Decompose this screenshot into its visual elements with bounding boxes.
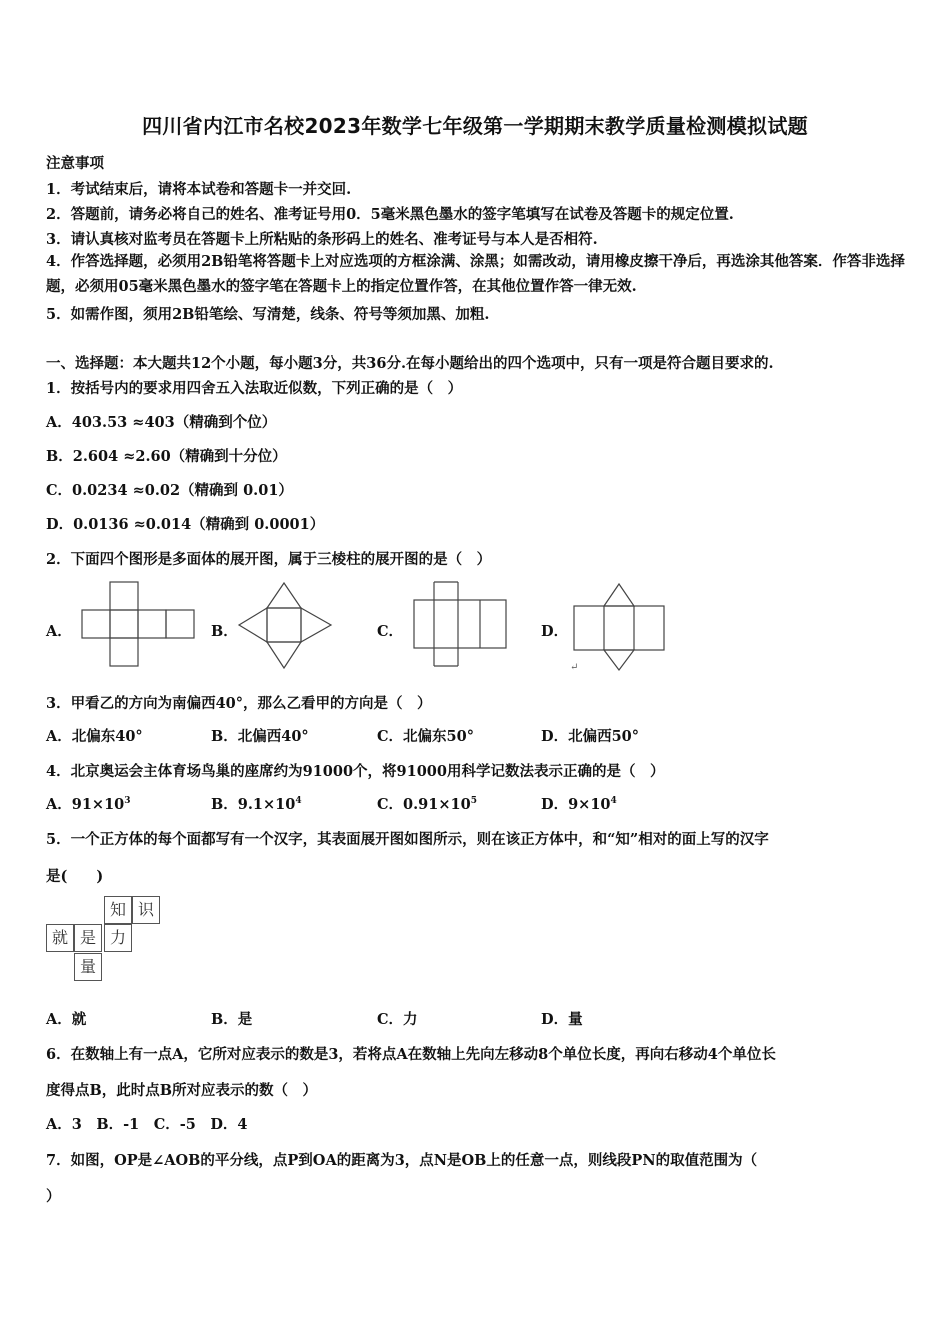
question-5-option-b: B．是 — [211, 1011, 253, 1028]
question-2-label-a: A． — [46, 623, 72, 640]
notice-heading: 注意事项 — [46, 155, 104, 172]
page-title: 四川省内江市名校2023年数学七年级第一学期期末教学质量检测模拟试题 — [142, 114, 808, 138]
notice-item: 5．如需作图，须用2B铅笔绘、写清楚，线条、符号等须加黑、加粗. — [46, 306, 490, 323]
question-6-stem: 6．在数轴上有一点A，它所对应表示的数是3，若将点A在数轴上先向左移动8个单位长度，再向右移动4个单位长 — [46, 1046, 776, 1063]
question-4-option-d — [541, 793, 617, 814]
question-3-option-d: D．北偏西50° — [541, 728, 640, 745]
exponent: 4 — [295, 796, 302, 807]
notice-item: 1．考试结束后，请将本试卷和答题卡一并交回. — [46, 181, 352, 198]
net-cell: 知 — [104, 896, 132, 924]
question-2-label-d: D． — [541, 623, 569, 640]
question-4-option-c — [377, 793, 477, 814]
question-4-option-a — [46, 793, 131, 814]
question-1-stem: 1．按括号内的要求用四舍五入法取近似数，下列正确的是（ ） — [46, 380, 463, 397]
question-1-option-c: C．0.0234 ≈0.02（精确到 0.01） — [46, 482, 293, 499]
option-text: C．0.91×10 — [377, 796, 471, 813]
net-cell: 就 — [46, 924, 74, 952]
question-5-stem-cont: 是( ) — [46, 868, 104, 885]
exponent: 3 — [124, 796, 131, 807]
exponent: 5 — [470, 796, 477, 807]
question-3-option-c: C．北偏东50° — [377, 728, 474, 745]
net-cell: 力 — [104, 924, 132, 952]
cube-net — [46, 896, 164, 984]
option-text: A．91×10 — [46, 796, 125, 813]
net-cell: 是 — [74, 924, 102, 952]
exponent: 4 — [610, 796, 617, 807]
question-1-option-b: B．2.604 ≈2.60（精确到十分位） — [46, 448, 287, 465]
question-5-stem: 5．一个正方体的每个面都写有一个汉字，其表面展开图如图所示，则在该正方体中，和“知”相对的面上写的汉字 — [46, 831, 769, 848]
notice-item: 3．请认真核对监考员在答题卡上所粘贴的条形码上的姓名、准考证号与本人是否相符. — [46, 231, 598, 248]
question-1-option-a: A．403.53 ≈403（精确到个位） — [46, 414, 277, 431]
option-text: B．9.1×10 — [211, 796, 296, 813]
question-3-option-a: A．北偏东40° — [46, 728, 143, 745]
question-2-label-c: C． — [377, 623, 404, 640]
question-7-stem: 7．如图，OP是∠AOB的平分线，点P到OA的距离为3，点N是OB上的任意一点，则线段PN的取值范围为（ — [46, 1152, 758, 1169]
question-2-figure-a — [80, 580, 196, 670]
question-5-option-d: D．量 — [541, 1011, 583, 1028]
question-1-option-d: D．0.0136 ≈0.014（精确到 0.0001） — [46, 516, 325, 533]
question-5-option-a: A．就 — [46, 1011, 87, 1028]
section-heading: 一、选择题：本大题共12个小题，每小题3分，共36分.在每小题给出的四个选项中，只有一项是符合题目要求的. — [46, 355, 774, 372]
question-2-figure-b — [237, 580, 333, 672]
net-cell: 量 — [74, 953, 102, 981]
notice-item: 2．答题前，请务必将自己的姓名、准考证号用0．5毫米黑色墨水的签字笔填写在试卷及答题卡的规定位置. — [46, 206, 734, 223]
question-6-stem-cont: 度得点B，此时点B所对应表示的数（ ） — [46, 1082, 318, 1099]
question-7-stem-cont: ） — [46, 1188, 61, 1205]
question-2-figure-c — [412, 580, 508, 670]
question-3-option-b: B．北偏西40° — [211, 728, 309, 745]
option-text: D．9×10 — [541, 796, 611, 813]
question-4-stem: 4．北京奥运会主体育场鸟巢的座席约为91000个，将91000用科学记数法表示正确的是（ ） — [46, 763, 665, 780]
notice-item: 4．作答选择题，必须用2B铅笔将答题卡上对应选项的方框涂满、涂黑；如需改动，请用橡皮擦干净后，再选涂其他答案．作答非选择题，必须用05毫米黑色墨水的签字笔在答题卡上的指定位置作答，在其他位置作答一律无效. — [46, 253, 905, 295]
question-2-figure-d — [572, 582, 668, 672]
return-mark: ↵ — [570, 662, 579, 673]
question-2-label-b: B． — [211, 623, 238, 640]
net-cell: 识 — [132, 896, 160, 924]
question-4-option-b — [211, 793, 302, 814]
question-6-options: A．3 B．-1 C．-5 D．4 — [46, 1116, 248, 1133]
question-2-stem: 2．下面四个图形是多面体的展开图，属于三棱柱的展开图的是（ ） — [46, 551, 492, 568]
question-3-stem: 3．甲看乙的方向为南偏西40°，那么乙看甲的方向是（ ） — [46, 695, 432, 712]
question-5-option-c: C．力 — [377, 1011, 418, 1028]
